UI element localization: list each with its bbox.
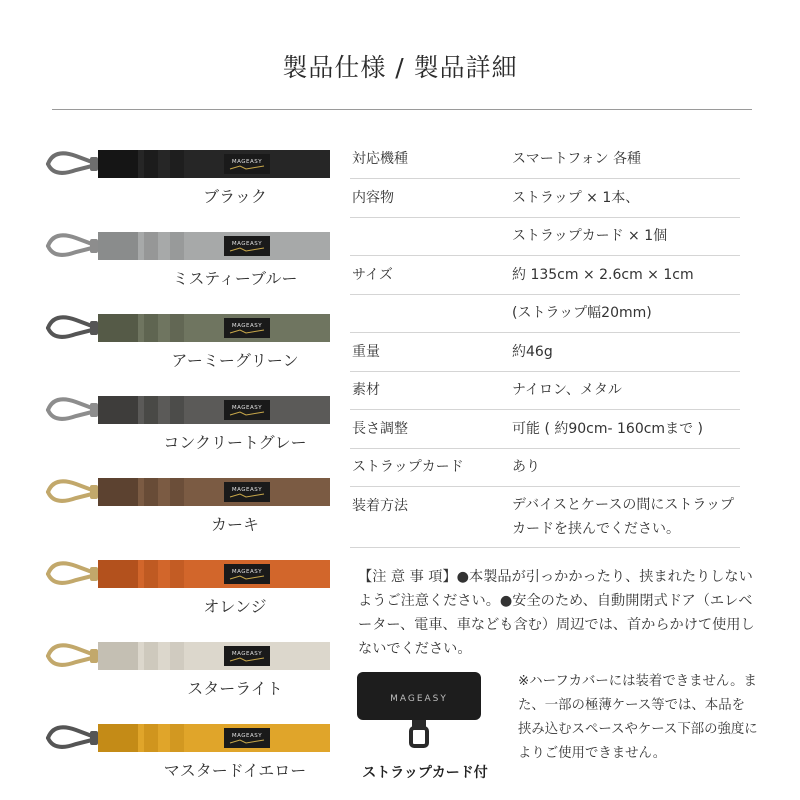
spec-key: 内容物	[352, 189, 394, 206]
strap-item	[40, 634, 340, 714]
notice-text: 【注 意 事 項】●本製品が引っかかったり、挟まれたりしないようご注意ください。●安全のため、自動開閉式ドア（エレベーター、電車、車なども含む）周辺では、首からかけて使用しないでください。	[358, 569, 755, 657]
spec-row	[350, 179, 740, 218]
spec-value: 可能 ( 約90cm- 160cmまで )	[512, 420, 703, 437]
strap-item	[40, 306, 340, 386]
strap-color-label: カーキ	[210, 515, 259, 534]
strap-card-note: ※ハーフカバーには装着できません。また、一部の極薄ケース等では、本品を挟み込むスペースやケース下部の強度によりご使用できません。	[518, 674, 758, 761]
spec-key: 長さ調整	[352, 420, 408, 437]
strap-image	[40, 306, 340, 350]
strap-item	[40, 388, 340, 468]
spec-value: 約46g	[512, 343, 553, 360]
badge-brand-text: MAGEASY	[231, 405, 263, 411]
spec-key: 素材	[352, 382, 380, 398]
spec-row	[350, 140, 740, 179]
strap-image	[40, 142, 340, 186]
badge-brand-text: MAGEASY	[231, 487, 263, 493]
spec-key: 装着方法	[352, 497, 408, 514]
badge-brand-text: MAGEASY	[231, 651, 263, 657]
spec-value: デバイスとケースの間にストラップカードを挟んでください。	[512, 496, 735, 537]
spec-row	[350, 217, 740, 256]
strap-card-image	[355, 668, 485, 750]
strap-item	[40, 716, 340, 796]
badge-brand-text: MAGEASY	[231, 323, 263, 329]
spec-row	[350, 371, 740, 410]
spec-row	[350, 410, 740, 449]
spec-value: ナイロン、メタル	[512, 382, 622, 398]
strap-item	[40, 552, 340, 632]
spec-key: 重量	[352, 343, 380, 360]
badge-brand-text: MAGEASY	[231, 159, 263, 165]
strap-color-label: ミスティーブルー	[172, 269, 298, 288]
strap-image	[40, 716, 340, 760]
title-divider	[52, 109, 752, 110]
strap-color-label: コンクリートグレー	[163, 433, 307, 452]
strap-color-label: ブラック	[203, 187, 267, 206]
strap-image	[40, 634, 340, 678]
strap-image	[40, 224, 340, 268]
card-brand-text: MAGEASY	[390, 694, 448, 704]
spec-key: サイズ	[352, 266, 393, 283]
strap-item	[40, 224, 340, 304]
spec-row	[350, 487, 740, 548]
strap-color-label: アーミーグリーン	[171, 351, 299, 370]
page-title: 製品仕様 / 製品詳細	[282, 53, 518, 82]
spec-value: (ストラップ幅20mm)	[512, 305, 652, 321]
spec-value: ストラップカード × 1個	[512, 228, 668, 244]
badge-brand-text: MAGEASY	[231, 569, 263, 575]
strap-color-label: オレンジ	[203, 597, 267, 616]
spec-row	[350, 294, 740, 333]
strap-image	[40, 388, 340, 432]
spec-value: 約 135cm × 2.6cm × 1cm	[512, 266, 694, 283]
spec-row	[350, 333, 740, 372]
strap-item	[40, 142, 340, 222]
spec-value: ストラップ × 1本、	[512, 189, 640, 206]
spec-key: 対応機種	[352, 151, 408, 167]
strap-image	[40, 552, 340, 596]
spec-value: あり	[512, 459, 540, 475]
spec-row	[350, 256, 740, 295]
strap-item	[40, 470, 340, 550]
badge-brand-text: MAGEASY	[231, 241, 263, 247]
spec-row	[350, 448, 740, 487]
strap-color-label: マスタードイエロー	[163, 761, 307, 780]
badge-brand-text: MAGEASY	[231, 733, 263, 739]
strap-color-label: スターライト	[187, 679, 283, 698]
spec-value: スマートフォン 各種	[512, 151, 642, 167]
spec-key: ストラップカード	[352, 459, 464, 475]
strap-card-label: ストラップカード付	[362, 765, 488, 781]
strap-image	[40, 470, 340, 514]
